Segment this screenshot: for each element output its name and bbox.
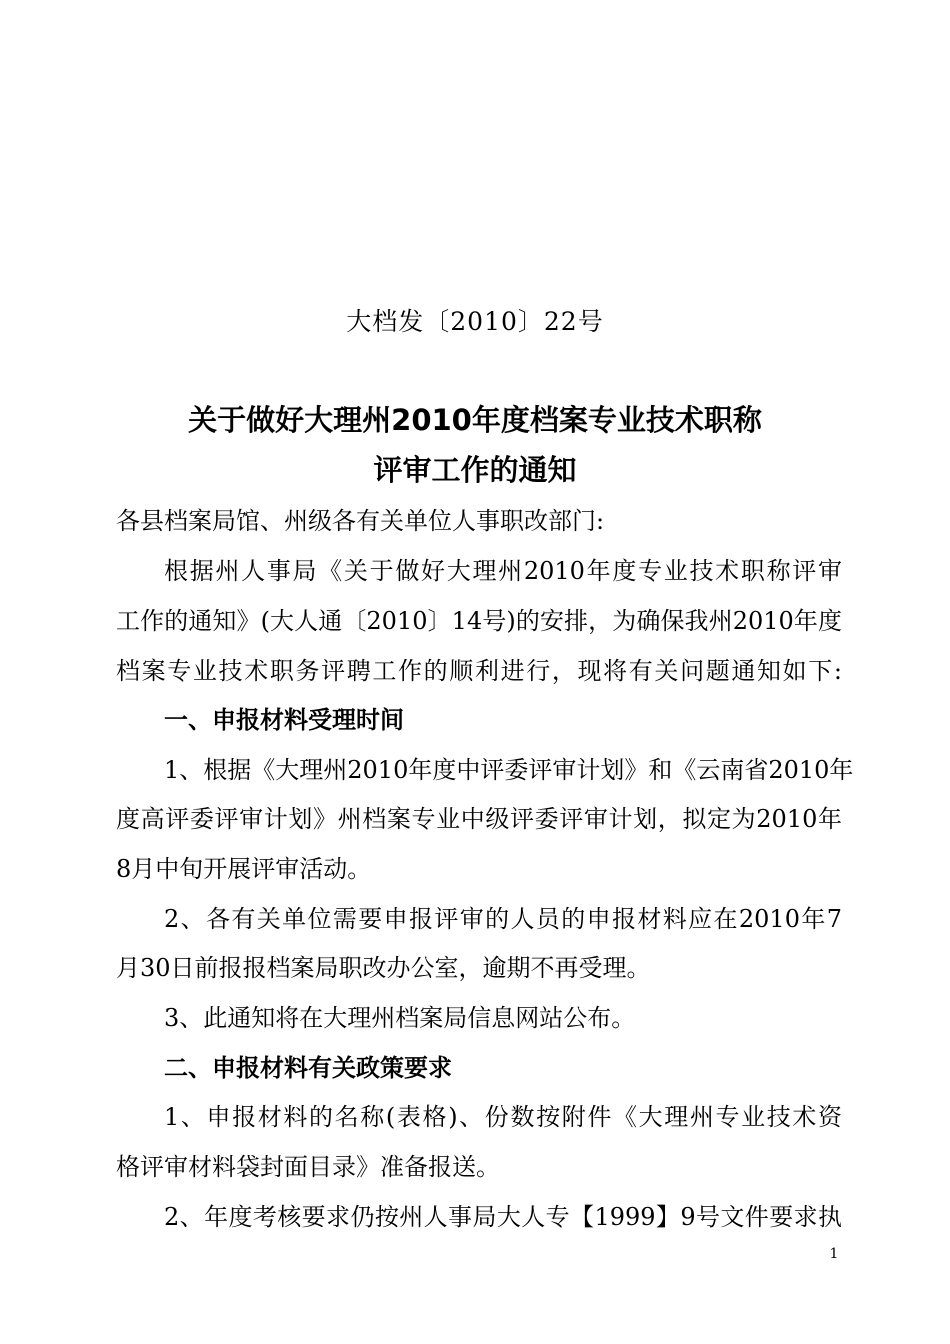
item-1-1-line: 8月中旬开展评审活动。	[116, 855, 372, 883]
page-number: 1	[829, 1246, 839, 1262]
item-2-2-line: 2、年度考核要求仍按州人事局大人专【1999】9号文件要求执	[164, 1203, 842, 1231]
title-line-2: 评审工作的通知	[373, 453, 577, 487]
intro-line: 档案专业技术职务评聘工作的顺利进行，现将有关问题通知如下:	[116, 657, 842, 685]
item-1-1-line: 1、根据《大理州2010年度中评委评审计划》和《云南省2010年	[164, 756, 854, 784]
intro-line: 根据州人事局《关于做好大理州2010年度专业技术职称评审	[164, 557, 842, 585]
item-2-1-line: 格评审材料袋封面目录》准备报送。	[116, 1153, 500, 1181]
intro-line: 工作的通知》(大人通〔2010〕14号)的安排，为确保我州2010年度	[116, 607, 842, 635]
section-2-heading: 二、申报材料有关政策要求	[164, 1054, 452, 1082]
salutation: 各县档案局馆、州级各有关单位人事职改部门:	[116, 507, 605, 535]
item-1-1-line: 度高评委评审计划》州档案专业中级评委评审计划，拟定为2010年	[116, 805, 842, 833]
document-number: 大档发〔2010〕22号	[346, 307, 604, 336]
item-2-1-line: 1、申报材料的名称(表格)、份数按附件《大理州专业技术资	[164, 1103, 842, 1131]
title-line-1: 关于做好大理州2010年度档案专业技术职称	[188, 403, 762, 437]
section-1-heading: 一、申报材料受理时间	[164, 706, 404, 734]
item-1-2-line: 2、各有关单位需要申报评审的人员的申报材料应在2010年7	[164, 905, 842, 933]
item-1-3: 3、此通知将在大理州档案局信息网站公布。	[164, 1004, 636, 1032]
item-1-2-line: 月30日前报报档案局职改办公室，逾期不再受理。	[116, 954, 651, 982]
